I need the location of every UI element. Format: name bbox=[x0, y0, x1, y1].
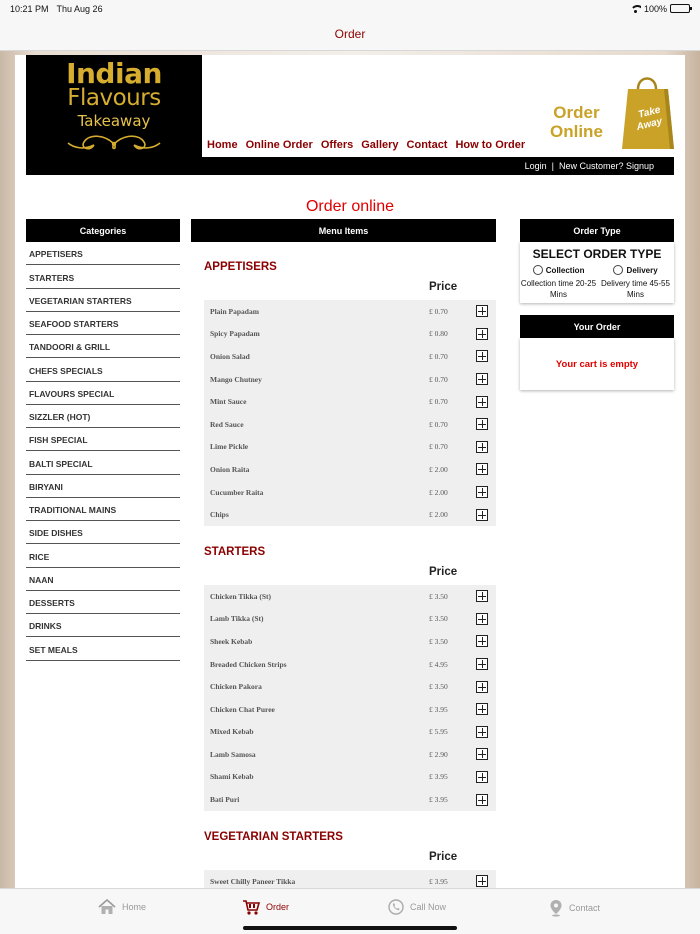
add-item-icon[interactable] bbox=[476, 463, 488, 475]
menu-item-row bbox=[204, 743, 496, 766]
menu-item-row bbox=[204, 870, 496, 888]
category-item[interactable]: SEAFOOD STARTERS bbox=[26, 312, 180, 335]
tab-contact[interactable] bbox=[549, 899, 600, 917]
menu-item-row bbox=[204, 608, 496, 631]
add-item-icon[interactable] bbox=[476, 875, 488, 887]
menu-items-heading: Menu Items bbox=[191, 219, 496, 242]
category-item[interactable]: SET MEALS bbox=[26, 637, 180, 660]
tab-call-now[interactable] bbox=[388, 899, 446, 915]
order-sidebar bbox=[520, 219, 674, 390]
menu-item-row bbox=[204, 413, 496, 436]
home-indicator[interactable] bbox=[243, 926, 457, 930]
menu-item-name: Onion Raita bbox=[210, 464, 250, 474]
add-item-icon[interactable] bbox=[476, 590, 488, 602]
category-item[interactable]: VEGETARIAN STARTERS bbox=[26, 289, 180, 312]
menu-item-price: £ 0.70 bbox=[429, 374, 448, 384]
menu-item-price: £ 3.95 bbox=[429, 795, 448, 805]
status-bar bbox=[0, 0, 700, 17]
menu-item-row bbox=[204, 630, 496, 653]
menu-item-name: Breaded Chicken Strips bbox=[210, 659, 287, 669]
add-item-icon[interactable] bbox=[476, 396, 488, 408]
add-item-icon[interactable] bbox=[476, 509, 488, 521]
menu-item-name: Mixed Kebab bbox=[210, 727, 254, 737]
menu-item-row bbox=[204, 585, 496, 608]
collection-time: Collection time 20-25 Mins bbox=[520, 279, 597, 299]
order-type-heading: Order Type bbox=[520, 219, 674, 242]
menu-how-to-order-link[interactable]: How to Order bbox=[455, 139, 526, 151]
menu-item-price: £ 3.50 bbox=[429, 636, 448, 646]
menu-items-panel bbox=[191, 219, 496, 888]
category-item[interactable]: CHEFS SPECIALS bbox=[26, 358, 180, 381]
page-title: Order online bbox=[305, 198, 395, 215]
menu-item-row bbox=[204, 675, 496, 698]
add-item-icon[interactable] bbox=[476, 350, 488, 362]
add-item-icon[interactable] bbox=[476, 726, 488, 738]
menu-item-name: Red Sauce bbox=[210, 419, 244, 429]
menu-item-row bbox=[204, 788, 496, 811]
category-item[interactable]: STARTERS bbox=[26, 265, 180, 288]
section-title: APPETISERS bbox=[204, 261, 277, 273]
category-item[interactable]: TRADITIONAL MAINS bbox=[26, 498, 180, 521]
menu-item-price: £ 3.50 bbox=[429, 591, 448, 601]
menu-item-row bbox=[204, 323, 496, 346]
add-item-icon[interactable] bbox=[476, 441, 488, 453]
menu-item-name: Lamb Samosa bbox=[210, 749, 256, 759]
menu-item-name: Cucumber Raita bbox=[210, 487, 264, 497]
delivery-option[interactable] bbox=[597, 265, 674, 300]
nav-title: Order bbox=[334, 26, 366, 41]
tab-home-label: Home bbox=[122, 902, 147, 912]
menu-item-name: Lime Pickle bbox=[210, 442, 249, 452]
menu-item-name: Mint Sauce bbox=[210, 397, 247, 407]
cart-icon bbox=[242, 899, 260, 915]
menu-item-price: £ 2.90 bbox=[429, 749, 448, 759]
section-title: VEGETARIAN STARTERS bbox=[204, 830, 343, 843]
menu-item-price: £ 0.70 bbox=[429, 419, 448, 429]
price-column-heading: Price bbox=[429, 281, 458, 293]
menu-contact-link[interactable]: Contact bbox=[406, 139, 448, 151]
menu-item-row bbox=[204, 481, 496, 504]
menu-item-price: £ 0.70 bbox=[429, 351, 448, 361]
menu-item-row bbox=[204, 721, 496, 744]
add-item-icon[interactable] bbox=[476, 328, 488, 340]
category-item[interactable]: RICE bbox=[26, 544, 180, 567]
add-item-icon[interactable] bbox=[476, 703, 488, 715]
menu-item-name: Sheek Kebab bbox=[210, 636, 253, 646]
category-item[interactable]: NAAN bbox=[26, 568, 180, 591]
badge-line-1: Order bbox=[553, 103, 600, 122]
menu-item-row bbox=[204, 436, 496, 459]
menu-item-price: £ 3.95 bbox=[429, 772, 448, 782]
collection-label: Collection bbox=[545, 265, 585, 275]
add-item-icon[interactable] bbox=[476, 305, 488, 317]
tab-order-label: Order bbox=[266, 902, 290, 912]
price-column-heading: Price bbox=[429, 850, 458, 863]
order-type-title: SELECT ORDER TYPE bbox=[532, 247, 662, 261]
menu-item-price: £ 0.80 bbox=[429, 329, 448, 339]
add-item-icon[interactable] bbox=[476, 418, 488, 430]
delivery-label: Delivery bbox=[626, 265, 658, 275]
battery-icon bbox=[670, 4, 690, 13]
menu-item-name: Chips bbox=[210, 510, 229, 520]
category-item[interactable]: FLAVOURS SPECIAL bbox=[26, 382, 180, 405]
collection-option[interactable] bbox=[520, 265, 597, 300]
status-date: Thu Aug 26 bbox=[56, 3, 103, 14]
your-order-heading: Your Order bbox=[520, 315, 674, 338]
logo-line-2: Flavours bbox=[67, 85, 161, 111]
categories-heading: Categories bbox=[26, 219, 180, 242]
tab-order[interactable] bbox=[242, 899, 289, 915]
menu-item-name: Chicken Pakora bbox=[210, 682, 262, 692]
menu-item-name: Spicy Papadam bbox=[210, 329, 260, 339]
your-order-panel bbox=[520, 315, 674, 390]
battery-percent: 100% bbox=[643, 3, 667, 14]
menu-item-price: £ 2.00 bbox=[429, 464, 448, 474]
cart-empty-message: Your cart is empty bbox=[520, 338, 674, 390]
menu-item-row bbox=[204, 503, 496, 526]
menu-item-name: Bati Puri bbox=[210, 795, 240, 805]
menu-item-name: Chicken Chat Puree bbox=[210, 704, 275, 714]
add-item-icon[interactable] bbox=[476, 681, 488, 693]
menu-item-row bbox=[204, 390, 496, 413]
menu-item-price: £ 0.70 bbox=[429, 306, 448, 316]
menu-item-price: £ 3.50 bbox=[429, 614, 448, 624]
logo-flourish-icon bbox=[64, 132, 164, 156]
tab-contact-label: Contact bbox=[569, 903, 601, 913]
menu-item-row bbox=[204, 300, 496, 323]
categories-panel bbox=[26, 219, 180, 661]
add-item-icon[interactable] bbox=[476, 635, 488, 647]
add-item-icon[interactable] bbox=[476, 794, 488, 806]
order-online-text bbox=[550, 103, 603, 141]
add-item-icon[interactable] bbox=[476, 613, 488, 625]
category-item[interactable]: FISH SPECIAL bbox=[26, 428, 180, 451]
menu-item-price: £ 3.95 bbox=[429, 704, 448, 714]
menu-item-name: Shami Kebab bbox=[210, 772, 254, 782]
logo-line-3: Takeaway bbox=[77, 112, 151, 130]
section-title: STARTERS bbox=[204, 545, 266, 558]
add-item-icon[interactable] bbox=[476, 658, 488, 670]
menu-item-name: Lamb Tikka (St) bbox=[210, 614, 264, 624]
category-item[interactable]: TANDOORI & GRILL bbox=[26, 335, 180, 358]
signup-link[interactable]: New Customer? Signup bbox=[558, 161, 654, 171]
menu-item-name: Mango Chutney bbox=[210, 374, 262, 384]
bag-text-2: Away bbox=[635, 116, 664, 134]
menu-gallery-link[interactable]: Gallery bbox=[361, 139, 399, 151]
menu-item-name: Sweet Chilly Paneer Tikka bbox=[210, 876, 296, 886]
tab-call-now-label: Call Now bbox=[410, 902, 447, 912]
web-content[interactable] bbox=[15, 55, 685, 888]
price-column-heading: Price bbox=[429, 565, 458, 578]
add-item-icon[interactable] bbox=[476, 748, 488, 760]
menu-online-order-link[interactable]: Online Order bbox=[245, 139, 313, 151]
menu-item-price: £ 0.70 bbox=[429, 397, 448, 407]
menu-item-name: Chicken Tikka (St) bbox=[210, 591, 271, 601]
tab-home[interactable] bbox=[98, 899, 146, 915]
tab-bar bbox=[0, 888, 700, 934]
phone-icon bbox=[388, 899, 404, 915]
location-pin-icon bbox=[549, 899, 563, 917]
bag-text-1: Take bbox=[637, 104, 662, 121]
status-time: 10:21 PM bbox=[10, 3, 49, 14]
menu-item-name: Onion Salad bbox=[210, 351, 250, 361]
home-icon bbox=[98, 899, 116, 915]
categories-list bbox=[26, 242, 180, 661]
menu-item-price: £ 3.95 bbox=[429, 876, 448, 886]
status-right bbox=[630, 4, 690, 14]
menu-item-row bbox=[204, 653, 496, 676]
category-item[interactable]: DRINKS bbox=[26, 614, 180, 637]
category-item[interactable]: APPETISERS bbox=[26, 242, 180, 265]
logo-line-1: Indian bbox=[66, 57, 162, 90]
menu-item-row bbox=[204, 458, 496, 481]
order-online-badge[interactable] bbox=[550, 75, 674, 157]
add-item-icon[interactable] bbox=[476, 373, 488, 385]
menu-item-price: £ 5.95 bbox=[429, 727, 448, 737]
menu-sections bbox=[191, 261, 496, 888]
menu-item-row bbox=[204, 345, 496, 368]
navigation-bar bbox=[0, 17, 700, 51]
menu-item-row bbox=[204, 368, 496, 391]
add-item-icon[interactable] bbox=[476, 486, 488, 498]
delivery-radio[interactable] bbox=[613, 265, 623, 275]
menu-item-price: £ 2.00 bbox=[429, 510, 448, 520]
menu-offers-link[interactable]: Offers bbox=[320, 139, 354, 151]
menu-item-price: £ 3.50 bbox=[429, 682, 448, 692]
account-separator: | bbox=[551, 161, 554, 171]
category-item[interactable]: DESSERTS bbox=[26, 591, 180, 614]
menu-item-price: £ 2.00 bbox=[429, 487, 448, 497]
order-type-box bbox=[520, 242, 674, 303]
menu-item-price: £ 4.95 bbox=[429, 659, 448, 669]
add-item-icon[interactable] bbox=[476, 771, 488, 783]
menu-home-link[interactable]: Home bbox=[207, 139, 238, 151]
login-link[interactable]: Login bbox=[524, 161, 547, 171]
menu-item-row bbox=[204, 698, 496, 721]
category-item[interactable]: BIRYANI bbox=[26, 475, 180, 498]
category-item[interactable]: SIDE DISHES bbox=[26, 521, 180, 544]
takeaway-bag-icon bbox=[620, 75, 674, 157]
wifi-icon bbox=[630, 4, 641, 13]
delivery-time: Delivery time 45-55 Mins bbox=[601, 279, 670, 299]
category-item[interactable]: SIZZLER (HOT) bbox=[26, 405, 180, 428]
category-item[interactable]: BALTI SPECIAL bbox=[26, 451, 180, 474]
collection-radio[interactable] bbox=[533, 265, 543, 275]
account-bar bbox=[26, 157, 674, 175]
menu-item-price: £ 0.70 bbox=[429, 442, 448, 452]
menu-item-row bbox=[204, 766, 496, 789]
site-menu bbox=[207, 139, 525, 151]
menu-item-name: Plain Papadam bbox=[210, 306, 259, 316]
badge-line-2: Online bbox=[550, 122, 603, 141]
